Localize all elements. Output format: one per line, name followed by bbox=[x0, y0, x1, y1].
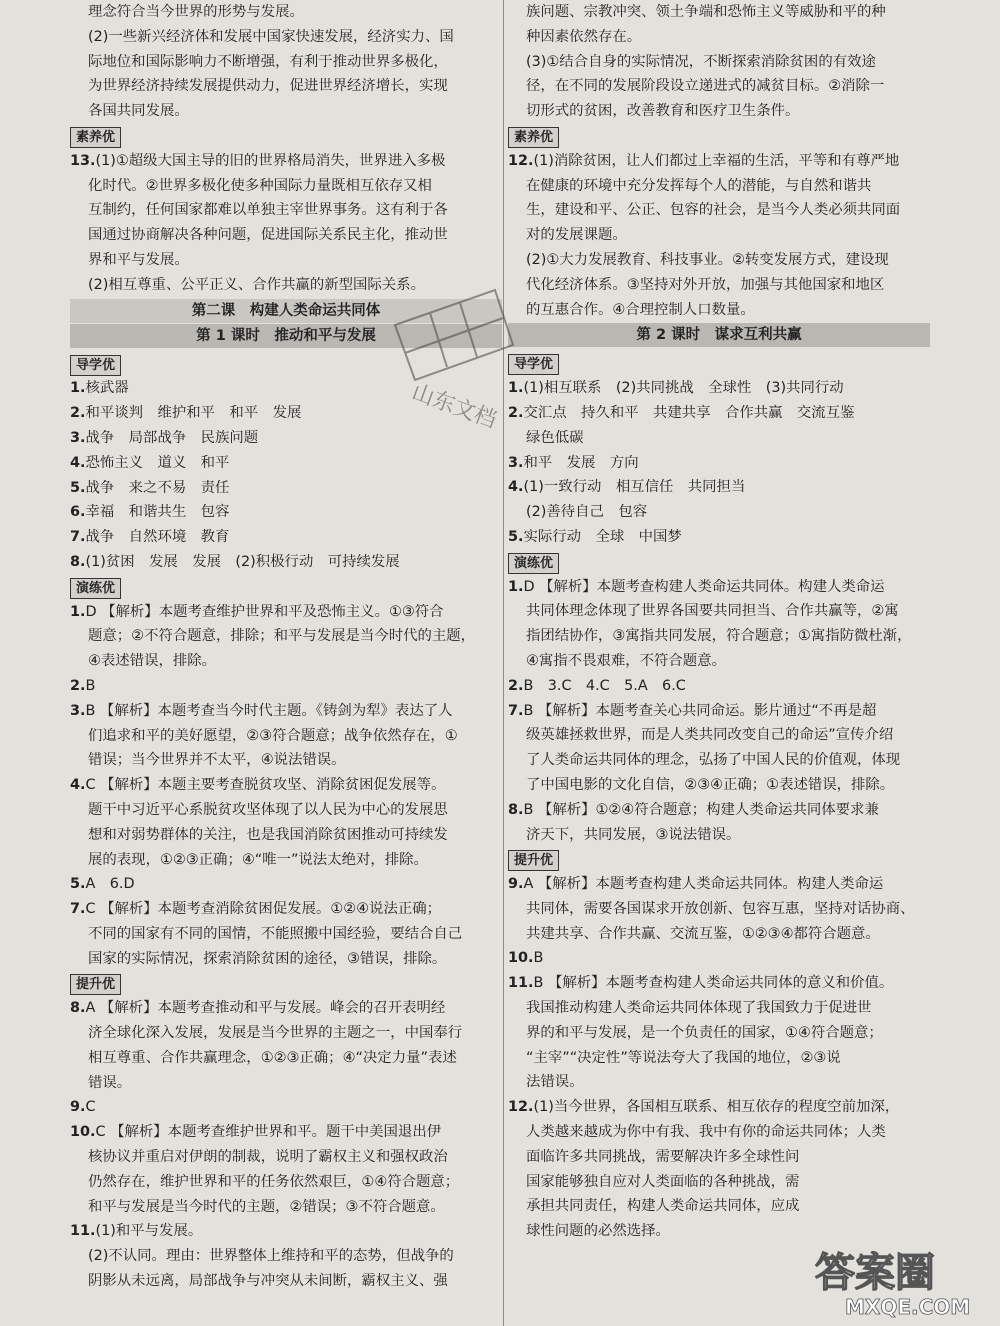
answer-line bbox=[508, 699, 930, 724]
answer-text: 国家的实际情况，探索消除贫困的途径，③错误，排除。 bbox=[88, 950, 447, 967]
section-tag-row bbox=[508, 847, 930, 872]
question-number: 1. bbox=[70, 603, 86, 620]
left-column bbox=[70, 0, 502, 1294]
answer-text: (1)和平与发展。 bbox=[95, 1223, 203, 1240]
answer-text: 战争 自然环境 教育 bbox=[85, 529, 230, 546]
answer-line bbox=[70, 897, 502, 922]
watermark-url: MXQE.COM bbox=[845, 1295, 971, 1319]
answer-line bbox=[70, 748, 502, 773]
lesson-subtitle: 第 2 课时 谋求互利共赢 bbox=[508, 323, 930, 347]
section-tag-row bbox=[508, 124, 930, 149]
answer-text: 共建共享、合作共赢、交流互鉴，①②③④都符合题意。 bbox=[526, 925, 880, 942]
answer-line bbox=[70, 550, 502, 575]
answer-text: ④表述错误，排除。 bbox=[88, 653, 217, 670]
answer-text: 人类越来越成为你中有我、我中有你的命运共同体；人类 bbox=[526, 1124, 886, 1141]
answer-text: (1)贫困 发展 发展 (2)积极行动 可持续发展 bbox=[85, 553, 400, 570]
answer-text: C 【解析】本题主要考查脱贫攻坚、消除贫困促发展等。 bbox=[85, 777, 446, 794]
question-number: 11. bbox=[508, 975, 534, 992]
answer-text: 战争 局部战争 民族问题 bbox=[85, 429, 259, 446]
answer-text: 交汇点 持久和平 共建共享 合作共赢 交流互鉴 bbox=[523, 404, 855, 421]
lesson-title: 第二课 构建人类命运共同体 bbox=[70, 299, 502, 323]
question-number: 3. bbox=[508, 454, 524, 471]
answer-text: 在健康的环境中充分发挥每个人的潜能，与自然和谐共 bbox=[526, 177, 872, 194]
answer-line bbox=[508, 25, 930, 50]
answer-text: 仍然存在，维护世界和平的任务依然艰巨，①④符合题意； bbox=[88, 1173, 460, 1190]
answer-text: B 3.C 4.C 5.A 6.C bbox=[523, 677, 686, 694]
answer-line bbox=[70, 273, 502, 298]
answer-line bbox=[508, 798, 930, 823]
answer-line bbox=[70, 376, 502, 401]
answer-text: 切形式的贫困，改善教育和医疗卫生条件。 bbox=[526, 103, 800, 120]
answer-line bbox=[508, 1046, 930, 1071]
answer-line bbox=[508, 99, 930, 124]
answer-text: B bbox=[85, 677, 96, 694]
section-tag: 演练优 bbox=[508, 553, 559, 574]
answer-text: D 【解析】本题考查维护世界和平及恐怖主义。①③符合 bbox=[85, 603, 444, 620]
answer-text: 为世界经济持续发展提供动力，促进世界经济增长，实现 bbox=[88, 78, 448, 95]
answer-line bbox=[70, 476, 502, 501]
answer-text: D 【解析】本题考查构建人类命运共同体。构建人类命运 bbox=[523, 578, 885, 595]
answer-text: 和平 发展 方向 bbox=[523, 454, 639, 471]
answer-line bbox=[508, 0, 930, 25]
answer-line bbox=[70, 198, 502, 223]
answer-line bbox=[70, 922, 502, 947]
question-number: 9. bbox=[508, 876, 524, 893]
answer-line bbox=[70, 798, 502, 823]
answer-text: 的互惠合作。④合理控制人口数量。 bbox=[526, 301, 755, 318]
question-number: 12. bbox=[508, 1099, 534, 1116]
section-tag: 素养优 bbox=[508, 127, 559, 148]
answer-text: 和平与发展是当今时代的主题，②错误；③不符合题意。 bbox=[88, 1198, 445, 1215]
question-number: 1. bbox=[508, 380, 524, 397]
answer-text: 生，建设和平、公正、包容的社会，是当今人类必须共同面 bbox=[526, 202, 901, 219]
answer-text: 题干中习近平心系脱贫攻坚体现了以人民为中心的发展思 bbox=[88, 801, 448, 818]
answer-line bbox=[508, 922, 930, 947]
question-number: 4. bbox=[70, 777, 86, 794]
question-number: 5. bbox=[508, 528, 524, 545]
answer-text: 各国共同发展。 bbox=[88, 103, 189, 120]
answer-text: 阴影从未远离，局部战争与冲突从未间断，霸权主义、强 bbox=[88, 1273, 448, 1290]
answer-line bbox=[70, 600, 502, 625]
answer-line bbox=[508, 500, 930, 525]
question-number: 5. bbox=[70, 479, 86, 496]
section-tag: 提升优 bbox=[70, 974, 121, 995]
answer-text: (1)①超级大国主导的旧的世界格局消失，世界进入多极 bbox=[95, 152, 446, 169]
answer-text: 法错误。 bbox=[526, 1074, 584, 1091]
answer-line bbox=[70, 699, 502, 724]
lesson-subtitle: 第 1 课时 推动和平与发展 bbox=[70, 324, 502, 348]
question-number: 2. bbox=[508, 677, 524, 694]
answer-line bbox=[508, 298, 930, 323]
answer-line bbox=[70, 525, 502, 550]
section-tag: 提升优 bbox=[508, 850, 559, 871]
answer-line bbox=[70, 1021, 502, 1046]
answer-line bbox=[70, 248, 502, 273]
stamp-text: 山东文档 bbox=[408, 379, 500, 434]
answer-text: 核武器 bbox=[85, 380, 129, 397]
question-number: 4. bbox=[70, 454, 86, 471]
answer-text: 国家能够独自应对人类面临的各种挑战，需 bbox=[526, 1173, 800, 1190]
section-tag-row bbox=[70, 124, 502, 149]
answer-line bbox=[70, 674, 502, 699]
answer-text: (3)①结合自身的实际情况，不断探索消除贫困的有效途 bbox=[526, 53, 876, 70]
answer-text: 错误。 bbox=[88, 1074, 132, 1091]
answer-line bbox=[508, 451, 930, 476]
answer-text: 恐怖主义 道义 和平 bbox=[85, 454, 230, 471]
answer-line bbox=[508, 223, 930, 248]
question-number: 7. bbox=[70, 529, 86, 546]
answer-text: 球性问题的必然选择。 bbox=[526, 1223, 670, 1240]
answer-text: 共同体，需要各国谋求开放创新、包容互惠，坚持对话协商、 bbox=[526, 900, 915, 917]
answer-text: 级英雄拯救世界，而是人类共同改变自己的命运”宣传介绍 bbox=[526, 727, 894, 744]
answer-line bbox=[508, 1145, 930, 1170]
answer-line bbox=[70, 773, 502, 798]
right-column bbox=[508, 0, 930, 1244]
answer-text: (1)当今世界，各国相互联系、相互依存的程度空前加深， bbox=[533, 1099, 900, 1116]
answer-line bbox=[508, 599, 930, 624]
answer-text: 互制约，任何国家都难以单独主宰世界事务。这有利于各 bbox=[88, 202, 448, 219]
section-tag: 导学优 bbox=[70, 355, 121, 376]
answer-text: C 【解析】本题考查维护世界和平。题干中美国退出伊 bbox=[95, 1124, 442, 1141]
question-number: 8. bbox=[508, 801, 524, 818]
answer-text: 代化经济体系。③坚持对外开放，加强与其他国家和地区 bbox=[526, 276, 885, 293]
answer-line bbox=[70, 223, 502, 248]
answer-text: 界的和平与发展，是一个负责任的国家，①④符合题意； bbox=[526, 1024, 883, 1041]
answer-text: (2)一些新兴经济体和发展中国家快速发展，经济实力、国 bbox=[88, 28, 454, 45]
answer-text: B 【解析】本题考查当今时代主题。《铸剑为犁》表达了人 bbox=[85, 702, 453, 719]
answer-line bbox=[508, 872, 930, 897]
answer-text: C bbox=[85, 1099, 96, 1116]
section-tag: 导学优 bbox=[508, 354, 559, 375]
answer-line bbox=[508, 1070, 930, 1095]
question-number: 9. bbox=[70, 1099, 86, 1116]
question-number: 4. bbox=[508, 479, 524, 496]
answer-line bbox=[508, 649, 930, 674]
question-number: 1. bbox=[508, 578, 524, 595]
section-tag: 演练优 bbox=[70, 578, 121, 599]
answer-line bbox=[70, 724, 502, 749]
answer-line bbox=[508, 674, 930, 699]
answer-text: 济全球化深入发展，发展是当今世界的主题之一，中国奉行 bbox=[88, 1025, 463, 1042]
answer-text: 化时代。②世界多极化使多种国际力量既相互依存又相 bbox=[88, 177, 432, 194]
answer-line bbox=[70, 401, 502, 426]
answer-line bbox=[70, 649, 502, 674]
answer-line bbox=[508, 624, 930, 649]
answer-line bbox=[508, 897, 930, 922]
answer-line bbox=[70, 1145, 502, 1170]
answer-text: 了人类命运共同体的理念，弘扬了中国人民的价值观，体现 bbox=[526, 752, 901, 769]
answer-line bbox=[70, 1046, 502, 1071]
answer-line bbox=[70, 624, 502, 649]
answer-text: (2)①大力发展教育、科技事业。②转变发展方式，建设现 bbox=[526, 251, 889, 268]
answer-text: A 【解析】本题考查推动和平与发展。峰会的召开表明经 bbox=[85, 1000, 446, 1017]
question-number: 8. bbox=[70, 553, 86, 570]
answer-line bbox=[508, 376, 930, 401]
answer-line bbox=[508, 50, 930, 75]
answer-line bbox=[508, 946, 930, 971]
answer-line bbox=[508, 971, 930, 996]
question-number: 5. bbox=[70, 876, 86, 893]
answer-line bbox=[508, 475, 930, 500]
answer-text: 实际行动 全球 中国梦 bbox=[523, 528, 682, 545]
answer-line bbox=[508, 273, 930, 298]
watermark-title: 答案圈 bbox=[815, 1250, 935, 1296]
answer-line bbox=[508, 575, 930, 600]
answer-line bbox=[70, 1269, 502, 1294]
answer-text: 济天下，共同发展，③说法错误。 bbox=[526, 826, 741, 843]
answer-text: 界和平与发展。 bbox=[88, 251, 189, 268]
answer-line bbox=[70, 426, 502, 451]
answer-text: B 【解析】本题考查构建人类命运共同体的意义和价值。 bbox=[533, 975, 894, 992]
answer-text: 理念符合当今世界的形势与发展。 bbox=[88, 4, 304, 20]
answer-text: (1)一致行动 相互信任 共同担当 bbox=[523, 479, 746, 496]
answer-line bbox=[70, 99, 502, 124]
answer-text: 想和对弱势群体的关注，也是我国消除贫困推动可持续发 bbox=[88, 826, 448, 843]
answer-text: 面临许多共同挑战，需要解决许多全球性问 bbox=[526, 1148, 800, 1165]
answer-line bbox=[70, 1244, 502, 1269]
answer-line bbox=[508, 748, 930, 773]
answer-text: 共同体理念体现了世界各国要共同担当、合作共赢等，②寓 bbox=[526, 603, 899, 620]
question-number: 3. bbox=[70, 429, 86, 446]
answer-line bbox=[508, 426, 930, 451]
answer-line bbox=[70, 50, 502, 75]
answer-text: (2)善待自己 包容 bbox=[526, 504, 648, 521]
question-number: 12. bbox=[508, 152, 534, 169]
answer-line bbox=[70, 174, 502, 199]
answer-line bbox=[508, 1194, 930, 1219]
answer-line bbox=[70, 25, 502, 50]
answer-text: (1)消除贫困，让人们都过上幸福的生活，平等和有尊严地 bbox=[533, 152, 900, 169]
answer-line bbox=[70, 74, 502, 99]
question-number: 6. bbox=[70, 504, 86, 521]
answer-text: 幸福 和谐共生 包容 bbox=[85, 504, 230, 521]
answer-line bbox=[508, 1095, 930, 1120]
answer-line bbox=[508, 525, 930, 550]
answer-line bbox=[70, 500, 502, 525]
answer-text: 不同的国家有不同的国情，不能照搬中国经验，要结合自己 bbox=[88, 925, 463, 942]
answer-text: B bbox=[533, 950, 544, 967]
question-number: 1. bbox=[70, 380, 86, 397]
answer-text: A 【解析】本题考查构建人类命运共同体。构建人类命运 bbox=[523, 876, 884, 893]
answer-line bbox=[508, 996, 930, 1021]
answer-line bbox=[70, 947, 502, 972]
question-number: 2. bbox=[70, 405, 86, 422]
question-number: 8. bbox=[70, 1000, 86, 1017]
section-tag-row bbox=[70, 575, 502, 600]
answer-line bbox=[70, 1071, 502, 1096]
answer-text: 径，在不同的发展阶段设立递进式的减贫目标。②消除一 bbox=[526, 78, 885, 95]
answer-text: (2)不认同。理由：世界整体上维持和平的态势，但战争的 bbox=[88, 1248, 454, 1265]
section-tag-row bbox=[70, 352, 502, 377]
answer-line bbox=[508, 174, 930, 199]
answer-text: B 【解析】①②④符合题意；构建人类命运共同体要求兼 bbox=[523, 801, 879, 818]
answer-line bbox=[508, 198, 930, 223]
answer-text: (1)相互联系 (2)共同挑战 全球性 (3)共同行动 bbox=[523, 380, 844, 397]
section-tag-row bbox=[508, 351, 930, 376]
answer-line bbox=[508, 723, 930, 748]
answer-text: 们追求和平的美好愿望，②③符合题意；战争依然存在，① bbox=[88, 727, 458, 744]
question-number: 10. bbox=[508, 950, 534, 967]
answer-text: “主宰”“决定性”等说法夸大了我国的地位，②③说 bbox=[526, 1049, 841, 1066]
answer-line bbox=[508, 1170, 930, 1195]
answer-text: 种因素依然存在。 bbox=[526, 28, 642, 45]
column-divider bbox=[503, 0, 504, 1326]
answer-text: 我国推动构建人类命运共同体体现了我国致力于促进世 bbox=[526, 1000, 872, 1017]
answer-line bbox=[508, 401, 930, 426]
answer-text: 国通过协商解决各种问题，促进国际关系民主化，推动世 bbox=[88, 227, 448, 244]
answer-line bbox=[508, 773, 930, 798]
watermark-logo bbox=[805, 1240, 995, 1320]
answer-text: 指团结协作，③寓指共同发展，符合题意；①寓指防微杜渐， bbox=[526, 628, 912, 645]
answer-line bbox=[70, 823, 502, 848]
answer-line bbox=[508, 1120, 930, 1145]
answer-text: C 【解析】本题考查消除贫困促发展。①②④说法正确； bbox=[85, 901, 442, 918]
answer-line bbox=[70, 1195, 502, 1220]
answer-line bbox=[70, 1170, 502, 1195]
answer-line bbox=[70, 1120, 502, 1145]
answer-line bbox=[508, 1021, 930, 1046]
question-number: 10. bbox=[70, 1124, 96, 1141]
answer-text: 族问题、宗教冲突、领土争端和恐怖主义等威胁和平的种 bbox=[526, 4, 886, 20]
answer-text: 错误；当今世界并不太平，④说法错误。 bbox=[88, 752, 346, 769]
answer-text: A 6.D bbox=[85, 876, 135, 893]
question-number: 13. bbox=[70, 152, 96, 169]
answer-text: 了中国电影的文化自信，②③④正确；①表述错误，排除。 bbox=[526, 776, 895, 793]
answer-line bbox=[508, 248, 930, 273]
answer-line bbox=[70, 848, 502, 873]
answer-text: 绿色低碳 bbox=[526, 429, 584, 446]
question-number: 2. bbox=[70, 677, 86, 694]
question-number: 2. bbox=[508, 404, 524, 421]
answer-text: 展的表现，①②③正确；④“唯一”说法太绝对，排除。 bbox=[88, 851, 428, 868]
answer-text: ④寓指不畏艰难，不符合题意。 bbox=[526, 652, 726, 669]
answer-text: 题意；②不符合题意，排除；和平与发展是当今时代的主题， bbox=[88, 628, 476, 645]
section-tag-row bbox=[508, 550, 930, 575]
answer-line bbox=[70, 1219, 502, 1244]
answer-text: 承担共同责任，构建人类命运共同体，应成 bbox=[526, 1198, 800, 1215]
answer-text: 相互尊重、合作共赢理念，①②③正确；④“决定力量”表述 bbox=[88, 1049, 457, 1066]
answer-text: 和平谈判 维护和平 和平 发展 bbox=[85, 405, 302, 422]
answer-line bbox=[508, 149, 930, 174]
answer-text: 核协议并重启对伊朗的制裁，说明了霸权主义和强权政治 bbox=[88, 1149, 448, 1166]
answer-line bbox=[70, 0, 502, 25]
answer-line bbox=[508, 823, 930, 848]
answer-text: B 【解析】本题考查关心共同命运。影片通过“不再是超 bbox=[523, 702, 877, 719]
question-number: 7. bbox=[508, 702, 524, 719]
answer-line bbox=[70, 451, 502, 476]
section-tag-row bbox=[70, 971, 502, 996]
answer-text: 战争 来之不易 责任 bbox=[85, 479, 230, 496]
answer-text: 对的发展课题。 bbox=[526, 227, 627, 244]
question-number: 7. bbox=[70, 901, 86, 918]
question-number: 3. bbox=[70, 702, 86, 719]
answer-text: (2)相互尊重、公平正义、合作共赢的新型国际关系。 bbox=[88, 276, 425, 293]
answer-line bbox=[70, 996, 502, 1021]
answer-line bbox=[70, 149, 502, 174]
answer-line bbox=[70, 1095, 502, 1120]
answer-line bbox=[508, 74, 930, 99]
section-tag: 素养优 bbox=[70, 127, 121, 148]
answer-text: 际地位和国际影响力不断增强，有利于推动世界多极化， bbox=[88, 53, 448, 70]
question-number: 11. bbox=[70, 1223, 96, 1240]
answer-line bbox=[70, 872, 502, 897]
